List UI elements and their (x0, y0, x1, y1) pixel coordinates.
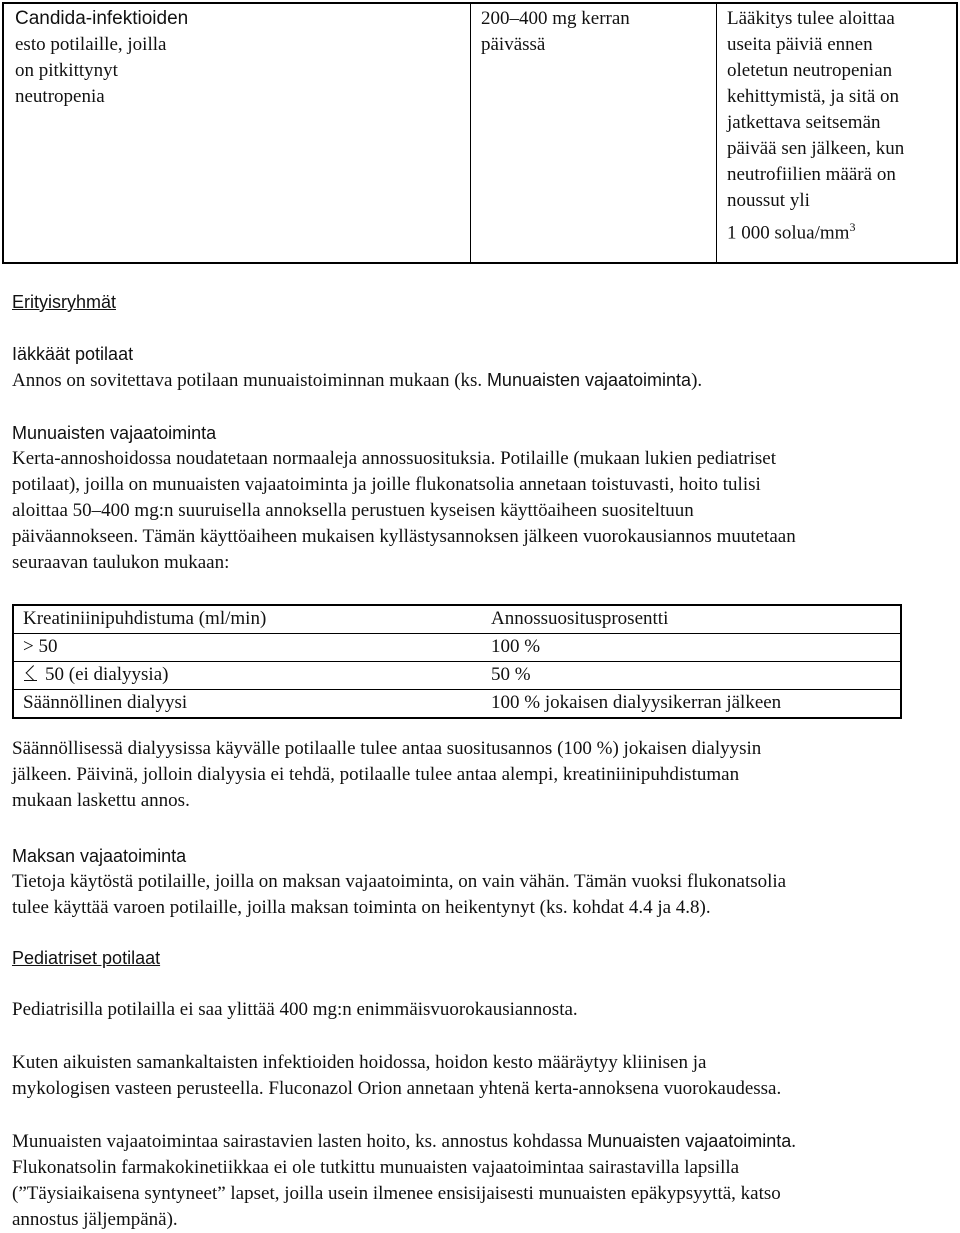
indication-table (2, 2, 958, 264)
text-segment: Munuaisten vajaatoimintaa sairastavien lasten hoito, ks. annostus kohdassa (12, 1131, 588, 1152)
subheading-iakkaat: Iäkkäät potilaat (12, 344, 134, 364)
paragraph-line: annostus jäljempänä). (12, 1209, 178, 1230)
duration-line: jatkettava seitsemän (727, 112, 881, 133)
superscript: 3 (849, 220, 856, 234)
duration-line (727, 214, 960, 246)
less-or-equal-icon (23, 663, 39, 683)
munuaiset-paragraph (12, 446, 942, 576)
iakkaat-text (12, 367, 702, 394)
dose-cell (471, 4, 717, 262)
section-heading-pediatriset: Pediatriset potilaat (12, 948, 161, 968)
crossref-munuaiset: Munuaisten vajaatoiminta (486, 370, 692, 390)
duration-line: päivää sen jälkeen, kun (727, 138, 905, 159)
indication-line: esto potilaille, joilla (15, 34, 167, 55)
indication-line: Candida-infektioiden (15, 8, 189, 29)
header-dose-percent: Annossuositusprosentti (491, 608, 669, 629)
duration-line: oletetun neutropenian (727, 60, 893, 81)
table-header-row (14, 606, 900, 633)
dose-percent-value: 100 % jokaisen dialyysikerran jälkeen (491, 692, 782, 713)
indication-cell (4, 4, 471, 262)
header-creatinine-clearance: Kreatiniinipuhdistuma (ml/min) (23, 608, 267, 629)
dose-line: päivässä (481, 34, 546, 55)
duration-line: useita päiviä ennen (727, 34, 873, 55)
crossref-munuaiset: Munuaisten vajaatoiminta (587, 1131, 792, 1151)
pediatriset-duration-paragraph (12, 1050, 781, 1102)
table-row (14, 661, 900, 689)
paragraph-line: Tietoja käytöstä potilaille, joilla on maksan vajaatoiminta, on vain vähän. Tämän vuoksi flukonatsolia (12, 871, 787, 892)
duration-line: kehittymistä, ja sitä on (727, 86, 900, 107)
maksa-paragraph (12, 869, 786, 921)
paragraph-line: Kuten aikuisten samankaltaisten infektioiden hoidossa, hoidon kesto määräytyy kliinisen ja (12, 1052, 707, 1073)
paragraph-line: tulee käyttää varoen potilaille, joilla maksan toiminta on heikentynyt (ks. kohdat 4.4 ja 4.8). (12, 897, 711, 918)
indication-line: neutropenia (15, 86, 105, 107)
section-heading-erityisryhmat: Erityisryhmät (12, 292, 117, 312)
paragraph-line: Säännöllisessä dialyysissa käyvälle potilaalle tulee antaa suositusannos (100 %) jokaisen dialyysin (12, 738, 762, 759)
subheading-munuaiset: Munuaisten vajaatoiminta (12, 423, 217, 443)
text-segment: Annos on sovitettava potilaan munuaistoiminnan mukaan (ks. (12, 370, 487, 391)
paragraph-line: jälkeen. Päivinä, jolloin dialyysia ei tehdä, potilaalle tulee antaa alempi, kreatiniinipuhdistuman (12, 764, 740, 785)
duration-line: neutrofiilien määrä on (727, 164, 896, 185)
dose-line: 200–400 mg kerran (481, 8, 630, 29)
subheading-maksa: Maksan vajaatoiminta (12, 846, 187, 866)
duration-line: noussut yli (727, 190, 810, 211)
clearance-value: > 50 (23, 636, 58, 657)
clearance-value: Säännöllinen dialyysi (23, 692, 188, 713)
paragraph-line: mukaan laskettu annos. (12, 790, 190, 811)
duration-line: Lääkitys tulee aloittaa (727, 8, 895, 29)
dose-adjustment-table (12, 604, 902, 719)
paragraph-line: seuraavan taulukon mukaan: (12, 552, 230, 573)
clearance-value (23, 662, 168, 688)
text-segment: . (791, 1131, 797, 1152)
paragraph-line: päiväannokseen. Tämän käyttöaiheen mukaisen kyllästysannoksen jälkeen vuorokausiannos muutetaan (12, 526, 796, 547)
paragraph-line: potilaat), joilla on munuaisten vajaatoiminta ja joille flukonatsolia annetaan toistuvasti, hoito tulisi (12, 474, 761, 495)
paragraph-line: Flukonatsolin farmakokinetiikkaa ei ole tutkittu munuaisten vajaatoimintaa sairastavilla lapsilla (12, 1157, 740, 1178)
table-row (14, 689, 900, 717)
clearance-text: 50 (ei dialyysia) (45, 664, 169, 685)
paragraph-line: mykologisen vasteen perusteella. Fluconazol Orion annetaan yhtenä kerta-annoksena vuorokaudessa. (12, 1078, 782, 1099)
paragraph-line (12, 1128, 796, 1155)
dose-percent-value: 100 % (491, 636, 541, 657)
pediatriset-max-dose: Pediatrisilla potilailla ei saa ylittää 400 mg:n enimmäisvuorokausiannosta. (12, 999, 578, 1020)
indication-line: on pitkittynyt (15, 60, 118, 81)
text-segment: ). (691, 370, 703, 391)
cell-count-text: 1 000 solua/mm (727, 222, 850, 244)
pediatriset-renal-paragraph (12, 1128, 796, 1233)
table-row (14, 633, 900, 661)
dose-percent-value: 50 % (491, 664, 531, 685)
paragraph-line: Kerta-annoshoidossa noudatetaan normaaleja annossuosituksia. Potilaille (mukaan lukien pediatriset (12, 448, 777, 469)
paragraph-line: aloittaa 50–400 mg:n suuruisella annoksella perustuen kyseisen käyttöaiheen suositeltuun (12, 500, 694, 521)
duration-cell (717, 4, 960, 262)
dialyysi-paragraph (12, 736, 761, 814)
paragraph-line: (”Täysiaikaisena syntyneet” lapset, joilla usein ilmenee ensisijaisesti munuaisten epäkypsyyttä, katso (12, 1183, 781, 1204)
